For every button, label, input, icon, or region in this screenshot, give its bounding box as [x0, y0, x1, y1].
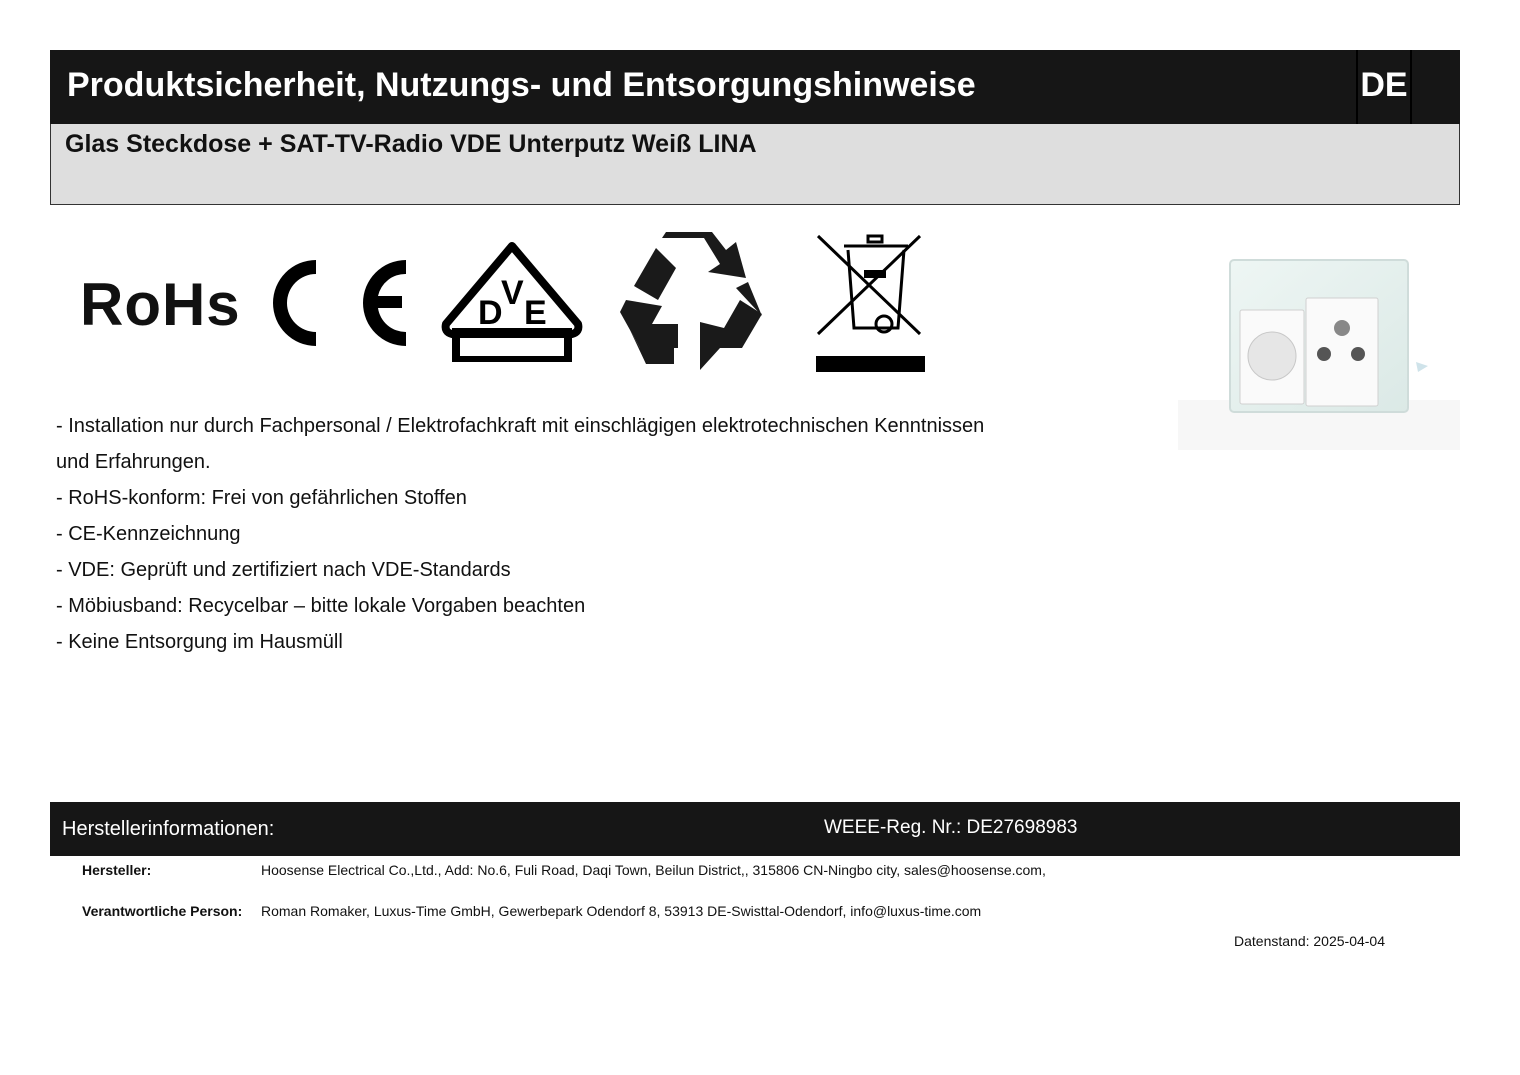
note-line: - Installation nur durch Fachpersonal / Elektrofachkraft mit einschlägigen elektrotechnischen Kenntnissen	[56, 415, 985, 437]
safety-notes	[56, 408, 1106, 660]
vde-letter-e: E	[524, 294, 547, 332]
rohs-icon: RoHs	[80, 271, 241, 338]
manufacturer-info-heading: Herstellerinformationen:	[62, 818, 275, 840]
vde-letter-v: V	[501, 274, 524, 312]
weee-bin-icon	[812, 230, 930, 374]
note-line: - VDE: Geprüft und zertifiziert nach VDE-Standards	[56, 559, 511, 581]
vde-mark-icon	[440, 240, 584, 362]
product-name: Glas Steckdose + SAT-TV-Radio VDE Unterputz Weiß LINA	[65, 130, 757, 158]
note-line: und Erfahrungen.	[56, 451, 211, 473]
vde-letter-d: D	[478, 294, 503, 332]
ce-mark-icon	[258, 250, 408, 356]
note-line: - CE-Kennzeichnung	[56, 523, 241, 545]
header-bar	[50, 50, 1460, 124]
note-line: - Möbiusband: Recycelbar – bitte lokale Vorgaben beachten	[56, 595, 586, 617]
manufacturer-label: Hersteller:	[82, 862, 152, 878]
responsible-person-value: Roman Romaker, Luxus-Time GmbH, Gewerbepark Odendorf 8, 53913 DE-Swisttal-Odendorf, info@luxus-time.com	[261, 903, 982, 919]
note-line: - Keine Entsorgung im Hausmüll	[56, 631, 343, 653]
manufacturer-value: Hoosense Electrical Co.,Ltd., Add: No.6, Fuli Road, Daqi Town, Beilun District,, 315806 CN-Ningbo city, sales@hoosense.com,	[261, 862, 1046, 878]
date-stamp: Datenstand: 2025-04-04	[1234, 933, 1385, 949]
product-photo	[1178, 250, 1460, 450]
note-line: - RoHS-konform: Frei von gefährlichen Stoffen	[56, 487, 467, 509]
language-badge: DE	[1356, 50, 1412, 124]
weee-registration: WEEE-Reg. Nr.: DE27698983	[824, 817, 1078, 838]
responsible-person-label: Verantwortliche Person:	[82, 903, 243, 919]
recycling-icon	[616, 230, 766, 376]
product-header	[50, 124, 1460, 205]
page-title: Produktsicherheit, Nutzungs- und Entsorgungshinweise	[67, 66, 976, 104]
manufacturer-info-bar	[50, 802, 1460, 856]
